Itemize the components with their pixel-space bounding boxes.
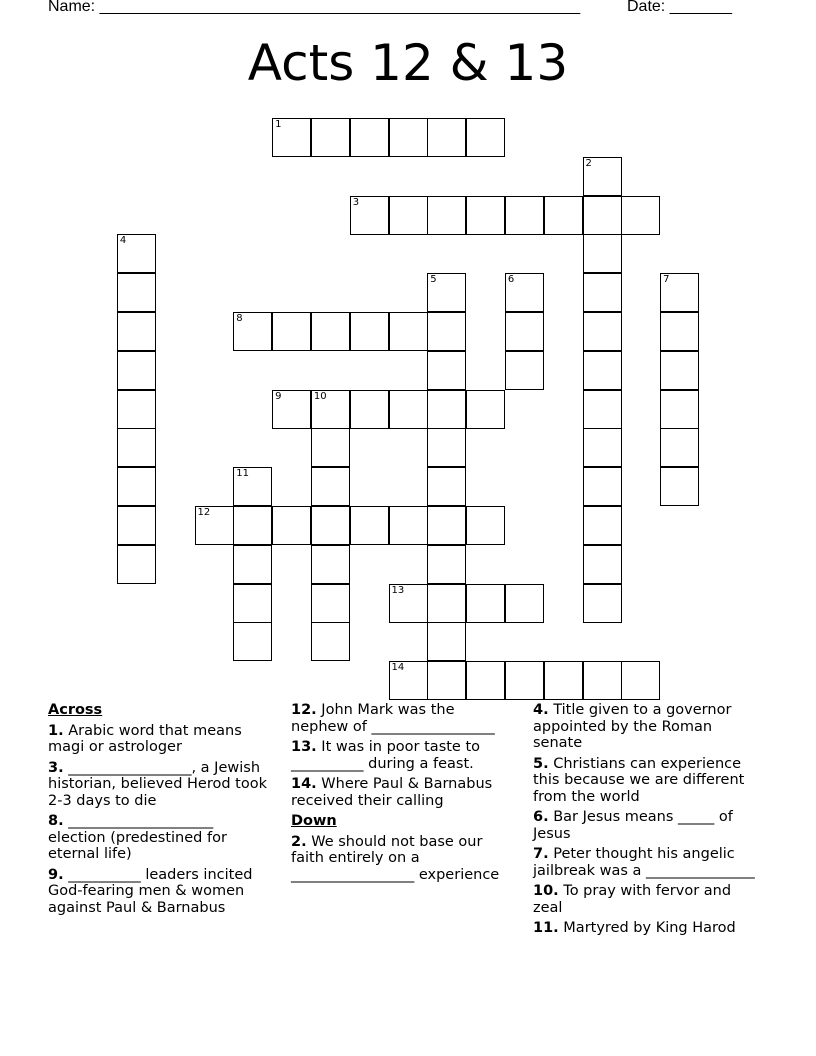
crossword-cell[interactable] — [466, 506, 505, 545]
crossword-cell[interactable] — [583, 234, 622, 273]
crossword-cell[interactable] — [272, 506, 311, 545]
crossword-cell[interactable] — [350, 506, 389, 545]
clue-text: To pray with fervor and zeal — [533, 883, 732, 916]
crossword-cell[interactable] — [427, 390, 466, 429]
down-clue-11 — [533, 920, 763, 937]
clue-number-label: 12 — [197, 506, 211, 518]
clue-number-label: 10 — [313, 390, 327, 402]
clue-text: Peter thought his angelic jailbreak was a _______________ — [533, 846, 755, 879]
crossword-cell[interactable] — [660, 390, 699, 429]
crossword-cell[interactable] — [427, 273, 466, 312]
crossword-cell[interactable] — [311, 622, 350, 661]
page-title: Acts 12 & 13 — [247, 34, 569, 92]
date-field-label: Date: _______ — [627, 0, 732, 15]
crossword-cell[interactable] — [660, 312, 699, 351]
clue-text: Martyred by King Harod — [563, 920, 736, 936]
crossword-cell[interactable] — [311, 312, 350, 351]
crossword-cell[interactable] — [427, 661, 466, 700]
crossword-cell[interactable] — [505, 584, 544, 623]
across-clue-1 — [48, 723, 268, 756]
crossword-cell[interactable] — [233, 545, 272, 584]
clue-text: _________________, a Jewish historian, believed Herod took 2-3 days to die — [48, 759, 268, 809]
clue-number: 3. — [48, 759, 64, 776]
crossword-cell[interactable] — [660, 273, 699, 312]
crossword-cell[interactable] — [466, 390, 505, 429]
crossword-cell[interactable] — [583, 467, 622, 506]
crossword-cell[interactable] — [583, 545, 622, 584]
clue-number: 6. — [533, 809, 549, 825]
crossword-cell[interactable] — [583, 273, 622, 312]
down-clue-5 — [533, 756, 763, 806]
clue-number: 9. — [48, 866, 64, 883]
across-clue-8 — [48, 813, 268, 863]
crossword-cell[interactable] — [350, 196, 389, 235]
crossword-cell[interactable] — [272, 312, 311, 351]
crossword-cell[interactable] — [427, 428, 466, 467]
clue-text: Bar Jesus means _____ of Jesus — [533, 809, 733, 842]
crossword-cell[interactable] — [427, 467, 466, 506]
crossword-cell[interactable] — [389, 118, 428, 157]
crossword-cell[interactable] — [117, 273, 156, 312]
crossword-cell[interactable] — [311, 467, 350, 506]
crossword-cell[interactable] — [660, 467, 699, 506]
crossword-cell[interactable] — [583, 428, 622, 467]
crossword-cell[interactable] — [350, 312, 389, 351]
crossword-cell[interactable] — [117, 467, 156, 506]
clue-number-label: 14 — [391, 662, 405, 674]
down-heading: Down — [291, 813, 337, 829]
crossword-cell[interactable] — [117, 390, 156, 429]
clues-column-3 — [533, 702, 763, 941]
crossword-cell[interactable] — [117, 312, 156, 351]
crossword-cell[interactable] — [389, 661, 428, 700]
clue-text: Title given to a governor appointed by the Roman senate — [533, 702, 732, 751]
down-clue-6 — [533, 809, 763, 842]
crossword-cell[interactable] — [389, 196, 428, 235]
crossword-cell[interactable] — [389, 390, 428, 429]
crossword-cell[interactable] — [505, 196, 544, 235]
clue-number-label: 13 — [391, 584, 405, 596]
crossword-cell[interactable] — [544, 196, 583, 235]
crossword-cell[interactable] — [389, 584, 428, 623]
across-clue-12 — [291, 702, 511, 735]
clue-number: 5. — [533, 755, 549, 772]
crossword-cell[interactable] — [583, 351, 622, 390]
crossword-cell[interactable] — [311, 390, 350, 429]
down-clue-2 — [291, 834, 511, 884]
clue-number: 11. — [533, 920, 559, 936]
name-field-label: Name: ______________________________________________________ — [48, 0, 581, 15]
crossword-cell[interactable] — [389, 312, 428, 351]
down-clue-4 — [533, 702, 763, 752]
clue-number: 8. — [48, 813, 64, 829]
clue-number-label: 4 — [119, 235, 127, 247]
clue-number-label: 7 — [663, 274, 670, 286]
clue-number: 12. — [291, 702, 317, 718]
clue-text: Arabic word that means magi or astrologer — [48, 722, 242, 755]
clue-text: We should not base our faith entirely on a _________________ experience — [291, 833, 500, 883]
crossword-cell[interactable] — [544, 661, 583, 700]
crossword-cell[interactable] — [505, 312, 544, 351]
crossword-cell[interactable] — [311, 118, 350, 157]
crossword-cell[interactable] — [350, 118, 389, 157]
crossword-cell[interactable] — [466, 118, 505, 157]
crossword-cell[interactable] — [272, 118, 311, 157]
clue-text: __________ leaders incited God-fearing men & women against Paul & Barnabus — [48, 866, 253, 916]
clue-number-label: 11 — [236, 468, 250, 480]
clue-number-label: 2 — [585, 157, 592, 169]
crossword-cell[interactable] — [505, 351, 544, 390]
crossword-cell[interactable] — [233, 584, 272, 623]
crossword-cell[interactable] — [117, 234, 156, 273]
down-clue-7 — [533, 846, 763, 879]
clue-number-label: 8 — [236, 312, 243, 324]
clue-text: It was in poor taste to __________ during a feast. — [291, 739, 481, 772]
clue-text: Christians can experience this because we are different from the world — [533, 755, 745, 805]
crossword-cell[interactable] — [350, 390, 389, 429]
crossword-cell[interactable] — [117, 351, 156, 390]
crossword-cell[interactable] — [427, 545, 466, 584]
clue-number-label: 9 — [275, 390, 282, 402]
across-clue-9 — [48, 867, 268, 917]
clue-number-label: 5 — [430, 274, 437, 286]
crossword-cell[interactable] — [389, 506, 428, 545]
crossword-cell[interactable] — [233, 467, 272, 506]
crossword-cell[interactable] — [583, 390, 622, 429]
crossword-cell[interactable] — [427, 351, 466, 390]
crossword-cell[interactable] — [117, 545, 156, 584]
crossword-cell[interactable] — [311, 545, 350, 584]
crossword-cell[interactable] — [427, 506, 466, 545]
crossword-cell[interactable] — [233, 622, 272, 661]
crossword-cell[interactable] — [583, 157, 622, 196]
across-heading: Across — [48, 702, 103, 718]
crossword-cell[interactable] — [505, 661, 544, 700]
clue-number: 7. — [533, 846, 549, 862]
clue-number: 14. — [291, 776, 317, 792]
crossword-cell[interactable] — [660, 428, 699, 467]
clue-text: Where Paul & Barnabus received their calling — [291, 776, 493, 809]
crossword-cell[interactable] — [583, 661, 622, 700]
down-clue-10 — [533, 883, 763, 916]
crossword-cell[interactable] — [272, 390, 311, 429]
crossword-cell[interactable] — [583, 506, 622, 545]
crossword-cell[interactable] — [195, 506, 234, 545]
clue-number-label: 6 — [507, 274, 515, 286]
crossword-cell[interactable] — [311, 506, 350, 545]
crossword-cell[interactable] — [427, 196, 466, 235]
crossword-cell[interactable] — [427, 118, 466, 157]
crossword-cell[interactable] — [233, 312, 272, 351]
clue-text: John Mark was the nephew of _________________ — [291, 702, 495, 735]
clue-number-label: 3 — [352, 196, 360, 208]
crossword-cell[interactable] — [117, 428, 156, 467]
clue-number: 10. — [533, 883, 559, 899]
crossword-cell[interactable] — [427, 622, 466, 661]
clue-number: 4. — [533, 702, 549, 718]
across-clue-3 — [48, 760, 268, 810]
crossword-cell[interactable] — [660, 351, 699, 390]
crossword-cell[interactable] — [233, 506, 272, 545]
across-clue-13 — [291, 739, 511, 772]
clue-number: 1. — [48, 722, 64, 739]
clues-column-2 — [291, 702, 511, 887]
crossword-cell[interactable] — [466, 196, 505, 235]
across-clue-14 — [291, 776, 511, 809]
crossword-cell[interactable] — [427, 312, 466, 351]
crossword-cell[interactable] — [505, 273, 544, 312]
crossword-cell[interactable] — [583, 312, 622, 351]
crossword-cell[interactable] — [621, 661, 660, 700]
clue-number: 13. — [291, 739, 317, 755]
crossword-cell[interactable] — [583, 196, 622, 235]
clue-number: 2. — [291, 833, 307, 850]
crossword-cell[interactable] — [427, 584, 466, 623]
crossword-cell[interactable] — [466, 661, 505, 700]
crossword-cell[interactable] — [583, 584, 622, 623]
clue-text: ____________________ election (predestined for eternal life) — [48, 813, 227, 862]
clue-number-label: 1 — [275, 118, 282, 130]
crossword-cell[interactable] — [311, 584, 350, 623]
crossword-cell[interactable] — [311, 428, 350, 467]
clues-column-1 — [48, 702, 268, 920]
crossword-cell[interactable] — [466, 584, 505, 623]
crossword-cell[interactable] — [621, 196, 660, 235]
crossword-cell[interactable] — [117, 506, 156, 545]
